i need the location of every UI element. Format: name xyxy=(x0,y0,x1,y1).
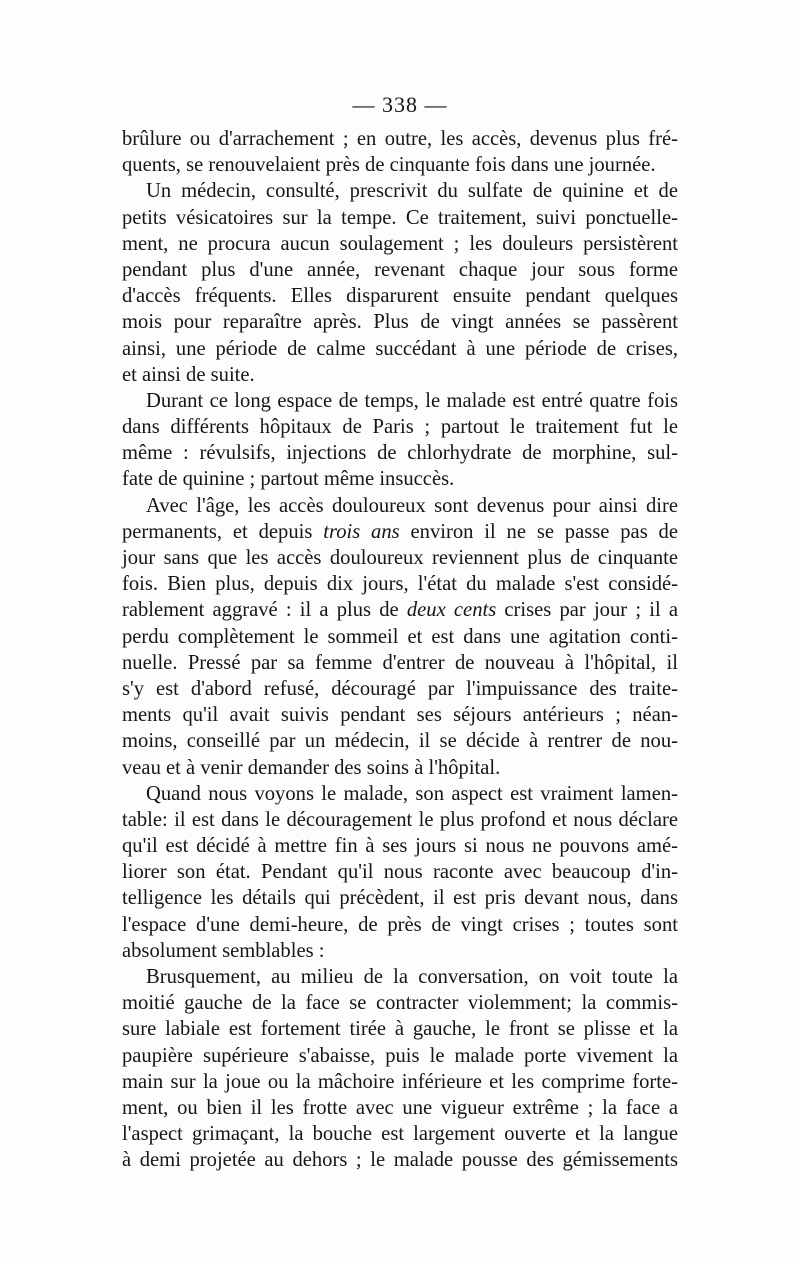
text-line: moitié gauche de la face se contracter violemment; la commis- xyxy=(122,992,678,1015)
paragraph xyxy=(122,781,678,964)
text-line: ment, ne procura aucun soulagement ; les douleurs persistèrent xyxy=(122,232,678,255)
text-line: et ainsi de suite. xyxy=(122,363,255,386)
text-line: telligence les détails qui précèdent, il est pris devant nous, dans xyxy=(122,887,678,910)
text-line: d'accès fréquents. Elles disparurent ensuite pendant quelques xyxy=(122,285,678,308)
text-line: table: il est dans le découragement le plus profond et nous déclare xyxy=(122,808,678,831)
text-line: Brusquement, au milieu de la conversation, on voit toute la xyxy=(146,966,678,988)
text-line: liorer son état. Pendant qu'il nous raconte avec beaucoup d'in- xyxy=(122,861,678,884)
text-line: dans différents hôpitaux de Paris ; partout le traitement fut le xyxy=(122,416,678,439)
text-line: fois. Bien plus, depuis dix jours, l'état du malade s'est considé- xyxy=(122,573,678,596)
text-line: quents, se renouvelaient près de cinquante fois dans une journée. xyxy=(122,154,656,177)
text-line: nuelle. Pressé par sa femme d'entrer de nouveau à l'hôpital, il xyxy=(122,651,678,674)
text-line: mois pour reparaître après. Plus de vingt années se passèrent xyxy=(122,311,678,334)
text-line: qu'il est décidé à mettre fin à ses jours si nous ne pouvons amé- xyxy=(122,835,678,858)
text-line: l'aspect grimaçant, la bouche est largement ouverte et la langue xyxy=(122,1123,678,1146)
text-line: sure labiale est fortement tirée à gauche, le front se plisse et la xyxy=(122,1018,678,1041)
text-line: Quand nous voyons le malade, son aspect est vraiment lamen- xyxy=(146,782,678,805)
text-line: ments qu'il avait suivis pendant ses séjours antérieurs ; néan- xyxy=(122,704,678,727)
text-line: Durant ce long espace de temps, le malade est entré quatre fois xyxy=(146,389,678,412)
page-number: — 338 — xyxy=(352,92,448,117)
paragraph xyxy=(122,493,678,781)
text-line: absolument semblables : xyxy=(122,939,325,962)
paragraph xyxy=(122,388,678,493)
text-line: Un médecin, consulté, prescrivit du sulfate de quinine et de xyxy=(146,180,678,203)
text-line: veau et à venir demander des soins à l'hôpital. xyxy=(122,756,501,779)
text-line: ainsi, une période de calme succédant à une période de crises, xyxy=(122,337,678,360)
text-line: rablement aggravé : il a plus de deux cents crises par jour ; il a xyxy=(122,599,678,622)
text-line: paupière supérieure s'abaisse, puis le malade porte vivement la xyxy=(122,1044,678,1067)
text-line: pendant plus d'une année, revenant chaque jour sous forme xyxy=(122,258,678,281)
text-line: Avec l'âge, les accès douloureux sont devenus pour ainsi dire xyxy=(146,494,678,517)
text-line: même : révulsifs, injections de chlorhydrate de morphine, sul- xyxy=(122,442,678,465)
text-line: l'espace d'une demi-heure, de près de vingt crises ; toutes sont xyxy=(122,913,678,936)
italic-emphasis: trois ans xyxy=(323,520,400,543)
text-line: brûlure ou d'arrachement ; en outre, les accès, devenus plus fré- xyxy=(122,128,678,150)
text-line: petits vésicatoires sur la tempe. Ce traitement, suivi ponctuelle- xyxy=(122,206,678,229)
body-text xyxy=(122,126,678,1174)
text-line: ment, ou bien il les frotte avec une vigueur extrême ; la face a xyxy=(122,1096,678,1119)
text-line: jour sans que les accès douloureux reviennent plus de cinquante xyxy=(122,547,678,569)
text-line: s'y est d'abord refusé, découragé par l'impuissance des traite- xyxy=(122,677,678,700)
text-line: à demi projetée au dehors ; le malade pousse des gémissements xyxy=(122,1149,678,1172)
paragraph xyxy=(122,964,678,1174)
text-line: moins, conseillé par un médecin, il se décide à rentrer de nou- xyxy=(122,730,678,753)
text-line: main sur la joue ou la mâchoire inférieure et les comprime forte- xyxy=(122,1070,678,1093)
text-line: fate de quinine ; partout même insuccès. xyxy=(122,468,455,491)
paragraph xyxy=(122,126,678,178)
text-line: permanents, et depuis trois ans environ il ne se passe pas de xyxy=(122,520,678,543)
text-line: perdu complètement le sommeil et est dans une agitation conti- xyxy=(122,625,678,648)
italic-emphasis: deux cents xyxy=(406,599,497,622)
paragraph xyxy=(122,178,678,388)
